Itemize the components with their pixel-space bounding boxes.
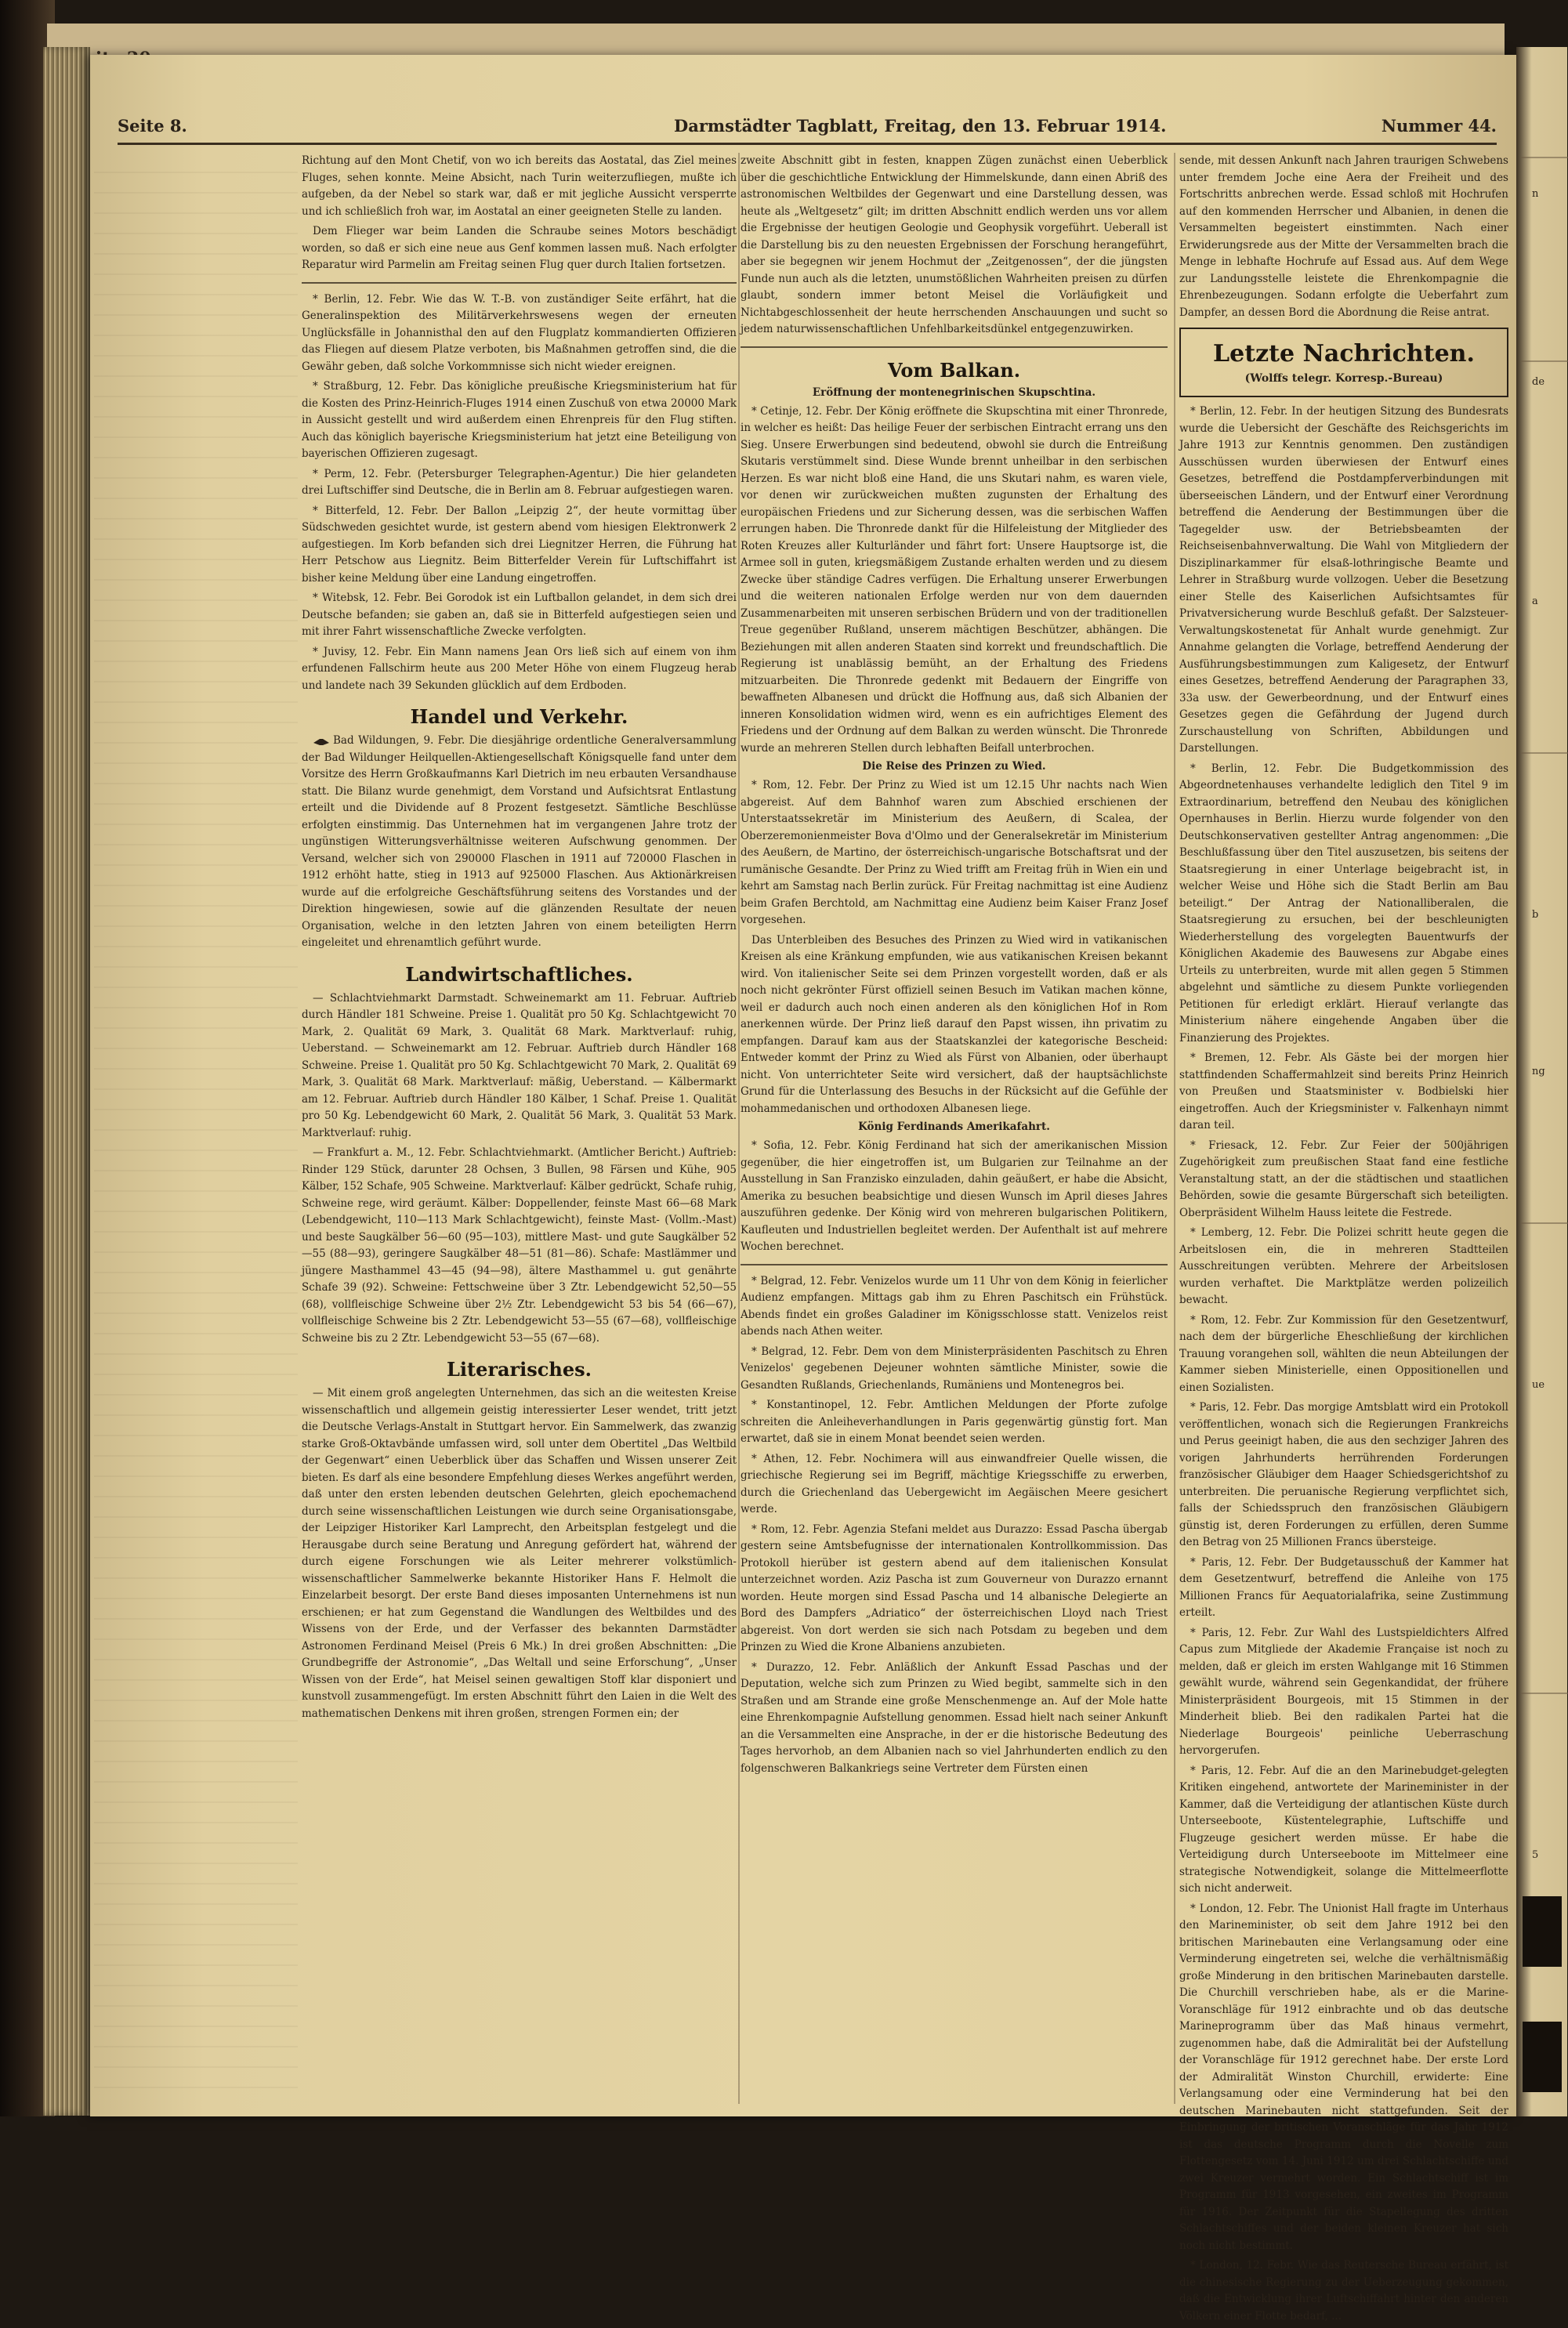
news-item: — Frankfurt a. M., 12. Febr. Schlachtviehmarkt. (Amtlicher Bericht.) Auftrieb: Rinder 129 Stück, darunter 28 Ochsen, 3 Bullen, 98 Färsen und Kühe, 905 Kälber, 152 Schafe, 905 Schweine. Marktverlauf: Kälber gedrückt, Schafe ruhig, Schweine rege, wird geräumt. Kälber: Doppellender, feinste Mast 66—68 Mark (Lebendgewicht, 110—113 Mark Schlachtgewicht), feinste Mast- (Vollm.-Mast) und beste Saugkälber 56—60 (95—103), mittlere Mast- und gute Saugkälber 52—55 (88—93), geringere Saugkälber 48—51 (81—86). Schafe: Mastlämmer und jüngere Masthammel 43—45 (94—98), ältere Masthammel u. gut genährte Schafe 39 (92). Schweine: Fettschweine über 3 Ztr. Lebendgewicht 52,50—55 (68), vollfleischige Schweine über 2½ Ztr. Lebendgewicht 53 bis 54 (66—67), vollfleischige Schweine bis 2 Ztr. Lebendgewicht 53—55 (67—68), vollfleischige Schweine bis zu 2 Ztr. Lebendgewicht 53—55 (67—68). <box>302 1146 737 1345</box>
news-item: * Rom, 12. Febr. Der Prinz zu Wied ist um 12.15 Uhr nachts nach Wien abgereist. Auf dem Bahnhof waren zum Abschied erschienen der Unterstaatssekretär im Ministerium des Aeußern, di Scalea, der Oberzeremonienmeister Bova d'Olmo und der Generalsekretär im Ministerium des Aeußern, de Martino, der österreichisch-ungarische Botschaftsrat und der rumänische Gesandte. Der Prinz zu Wied trifft am Freitag früh in Wien ein und kehrt am Samstag nach Berlin zurück. Für Freitag nachmittag ist eine Audienz beim Grafen Berchtold, am Nachmittag eine Audienz beim Kaiser Franz Josef vorgesehen. <box>741 779 1168 926</box>
article-paragraph: Richtung auf den Mont Chetif, von wo ich bereits das Aostatal, das Ziel meines Fluges, sehen konnte. Meine Absicht, nach Turin weiterzufliegen, mußte ich aufgeben, da der Nebel so stark war, daß er mit jegliche Aussicht versperrte und ich schließlich froh war, im Aostatal an einer geeigneten Stelle zu landen. <box>302 154 737 218</box>
article-paragraph: Dem Flieger war beim Landen die Schraube seines Motors beschädigt worden, so daß er sich eine neue aus Genf kommen lassen muß. Nach erfolgter Reparatur wird Parmelin am Freitag seinen Flug quer durch Italien fortsetzen. <box>302 225 737 271</box>
column-2 <box>741 153 1168 1780</box>
news-item: * London, 12. Febr. Wie das Reutersche Bureau erfährt, ist die chinesische Regierung zu der Ueberzeugung gekommen, daß die Entwicklung ihrer Luftschiffahrt hinter den anderen Völkern einer Flotte bedarf, ... <box>1179 2259 1508 2323</box>
news-item: * Paris, 12. Febr. Auf die an den Marinebudget-gelegten Kritiken eingehend, antwortete der Marineminister in der Kammer, daß die Verteidigung der atlantischen Küste durch Unterseeboote, Küstentelegraphie, Luftschiffe und Flugzeuge gesichert werden müsse. Er habe die Verteidigung durch Unterseeboote im Mittelmeer eine strategische Notwendigkeit, solange die Mittelmeerflotte sich nicht anderweit. <box>1179 1764 1508 1895</box>
separator-rule <box>741 1264 1168 1265</box>
news-item: * Paris, 12. Febr. Das morgige Amtsblatt wird ein Protokoll veröffentlichen, wonach sich die Regierungen Frankreichs und Perus geeinigt haben, die aus den sechziger Jahren des vorigen Jahrhunderts herrührenden Forderungen französischer Gläubiger dem Haager Schiedsgerichtshof zu unterbreiten. Die peruanische Regierung verpflichtet sich, falls der Schiedsspruch den französischen Gläubigern günstig ist, deren Forderungen zu erfüllen, deren Summe den Betrag von 25 Millionen Francs übersteige. <box>1179 1401 1508 1548</box>
subheading-ferdinand: König Ferdinands Amerikafahrt. <box>858 1121 1050 1133</box>
news-item: * Cetinje, 12. Febr. Der König eröffnete die Skupschtina mit einer Thronrede, in welcher es heißt: Das heilige Feuer der serbischen Eintracht errang uns den Sieg. Unsere Erwerbungen sind bedeutend, obwohl sie durch die Entreißung Skutaris verstümmelt sind. Diese Wunde brennt unheilbar in den serbischen Herzen. Es war nicht bloß eine Hand, die uns Skutari nahm, es waren viele, vor denen wir zurückweichen mußten zugunsten der Erhaltung des europäischen Friedens und zur Sicherung dessen, was die serbischen Waffen errungen haben. Die Thronrede dankt für die Hilfeleistung der Mitglieder des Roten Kreuzes aller Kulturländer und fährt fort: Unsere Hauptsorge ist, die Armee soll in guten, kriegsmäßigem Zustande erhalten werden und zu diesem Zwecke über ständige Cadres verfügen. Die Erhaltung unserer Erwerbungen und die weiteren nationalen Erfolge werden nur von dem dauernden Zusammenarbeiten mit unseren serbischen Brüdern und von der traditionellen Treue gegenüber Rußland, unserem mächtigen Beschützer, abhängen. Die Beziehungen mit allen anderen Staaten sind korrekt und freundschaftlich. Die Regierung ist unablässig bemüht, an der Erhaltung des Friedens mitzuarbeiten. Die Thronrede gedenkt mit Bedauern der Eingriffe von bewaffneten Albanesen und drückt die Hoffnung aus, daß sich Albanien der inneren Konsolidation widmen wird, wenn es ein aufrichtiges Element des Friedens und der Ordnung auf dem Balkan zu werden wünscht. Die Thronrede wurde an mehreren Stellen durch lebhaften Beifall unterbrochen. <box>741 404 1168 755</box>
adjacent-page-strip <box>1516 47 1567 2116</box>
column-1 <box>302 153 737 1725</box>
latest-news-box <box>1179 328 1508 397</box>
news-item: * Paris, 12. Febr. Der Budgetausschuß der Kammer hat dem Gesetzentwurf, betreffend die Anleihe von 175 Millionen Francs für Aequatorialafrika, seine Zustimmung erteilt. <box>1179 1555 1508 1619</box>
news-item: * Friesack, 12. Febr. Zur Feier der 500jährigen Zugehörigkeit zum preußischen Staat fand eine festliche Veranstaltung statt, an der die städtischen und staatlichen Behörden, sowie die gesamte Bürgerschaft sich beteiligten. Oberpräsident Wilhelm Hauss leitete die Festrede. <box>1179 1139 1508 1219</box>
strip-text-fragment: ue <box>1532 1379 1545 1391</box>
news-item: * Paris, 12. Febr. Zur Wahl des Lustspieldichters Alfred Capus zum Mitgliede der Akademie Française ist noch zu melden, daß er gleich im ersten Wahlgange mit 16 Stimmen gewählt wurde, während sein Gegenkandidat, der frühere Ministerpräsident Bourgeois, mit 15 Stimmen in der Minderheit blieb. Bei den radikalen Partei hat die Niederlage Bourgeois' peinliche Ueberraschung hervorgerufen. <box>1179 1626 1508 1757</box>
section-heading-handel: Handel und Verkehr. <box>410 705 628 728</box>
news-item: * Athen, 12. Febr. Nochimera will aus einwandfreier Quelle wissen, die griechische Regierung sei im Begriff, mächtige Kriegsschiffe zu erwerben, durch die Griechenland das Uebergewicht im Aegäischen Meere gesichert werde. <box>741 1452 1168 1515</box>
column-divider <box>738 153 740 2104</box>
news-item: * Bremen, 12. Febr. Als Gäste bei der morgen hier stattfindenden Schaffermahlzeit sind bereits Prinz Heinrich von Preußen und Staatsminister v. Bodbielski hier eingetroffen. Auch der Kriegsminister v. Falkenhayn nimmt daran teil. <box>1179 1052 1508 1131</box>
strip-text-fragment: b <box>1532 909 1539 921</box>
separator-rule <box>741 346 1168 348</box>
dark-ad-block <box>1523 1896 1562 1967</box>
subheading-skupschtina: Eröffnung der montenegrinischen Skupschtina. <box>812 386 1096 399</box>
news-item: * London, 12. Febr. The Unionist Hall fragte im Unterhaus den Marineminister, ob seit dem Jahre 1912 bei den britischen Marinebauten eine Verlangsamung oder eine Verminderung eingetreten sei, welche die verhältnismäßig große Minderung in den britischen Marinebauten darstelle. Die Churchill verschrieben habe, als er die Marine-Voranschläge für 1912 einbrachte und ob das deutsche Marineprogramm über das Maß hinaus vermehrt, zugenommen habe, daß die Admiralität bei der Aufstellung der Voranschläge für 1912 gerechnet habe. Der erste Lord der Admiralität Winston Churchill, erwiderte: Eine Verlangsamung oder eine Verminderung hat bei den deutschen Marinebauten nicht stattgefunden. Seit der Einbringung der britischen Voranschläge für das Jahr 1912 ist das deutsche Programm durch die Novelle zum Flottengesetz vom 14. Juni 1912 um drei Schlachtschiffe und zwei Kreuzer vermehrt worden. Ein Schlachtschiff ist im Programm für 1913 vorgesehen, ein zweites im Programm für 1916. Der Zeitpunkt für die Stapellegung des dritten Schlachtschiffes und der beiden kleinen Kreuzer hat sich noch nicht bestimmt. <box>1179 1902 1508 2252</box>
wolff-bureau-credit: (Wolffs telegr. Korresp.-Bureau) <box>1244 372 1443 385</box>
article-paragraph: zweite Abschnitt gibt in festen, knappen Zügen zunächst einen Ueberblick über die geschichtliche Entwicklung der Himmelskunde, dann einen Abriß des astronomischen Weltbildes der Gegenwart und eine Darstellung dessen, was heute als „Weltgesetz“ gilt; im dritten Abschnitt endlich werden uns vor allem die Ergebnisse der heutigen Geologie und Geophysik vorgeführt. Ueberall ist die Darstellung bis zu den neuesten Ergebnissen der Forschung herangeführt, aber sie begegnen wir jenem Hochmut der „Zeitgenossen“, der die jüngsten Funde nun auch als die letzten, unumstößlichen Wahrheiten preisen zu dürfen glaubt, sondern immer betont Meisel die Vorläufigkeit und Nichtabgeschlossenheit der heute herrschenden Anschauungen und sucht so jedem naturwissenschaftlichen Unfehlbarkeitsdünkel entgegenzuwirken. <box>741 154 1168 335</box>
news-item: * Witebsk, 12. Febr. Bei Gorodok ist ein Luftballon gelandet, in dem sich drei Deutsche befanden; sie gaben an, daß sie in Bitterfeld aufgestiegen seien und mit ihrer Fahrt wissenschaftliche Zwecke verfolgten. <box>302 592 737 638</box>
column-3 <box>1179 153 1508 2328</box>
article-paragraph: sende, mit dessen Ankunft nach Jahren traurigen Schwebens unter fremdem Joche eine Aera der Freiheit und des Fortschritts anbrechen werde. Essad schloß mit Hochrufen auf den kommenden Herrscher und Albanien, in denen die Versammelten begeistert einstimmten. Nach einer Erwiderungsrede aus der Mitte der Versammelten brach die Menge in lebhafte Hochrufe auf Essad aus. Auf dem Wege zur Landungsstelle leistete die Ehrenkompagnie die Ehrenbezeugungen. Sodann erfolgte die Ueberfahrt zum Dampfer, an dessen Bord die Abordnung die Reise antrat. <box>1179 154 1508 319</box>
news-item: * Straßburg, 12. Febr. Das königliche preußische Kriegsministerium hat für die Kosten des Prinz-Heinrich-Fluges 1914 einen Zuschuß von etwa 20000 Mark in Aussicht gestellt und wird außerdem einen Ehrenpreis für den Flug stiften. Auch das königlich bayerische Kriegsministerium hat jetzt eine Beteiligung von bayerischen Offizieren zugesagt. <box>302 380 737 460</box>
masthead-rule <box>118 143 1497 145</box>
subheading-prinz-wied: Die Reise des Prinzen zu Wied. <box>862 760 1046 773</box>
news-item: * Rom, 12. Febr. Zur Kommission für den Gesetzentwurf, nach dem der bürgerliche Eheschließung der kirchlichen Trauung vorangehen soll, wählten die neun Abteilungen der Kammer sieben Ministerielle, einen Oppositionellen und einen Sozialisten. <box>1179 1313 1508 1394</box>
left-page-margin <box>94 153 298 2096</box>
news-item: * Berlin, 12. Febr. Die Budgetkommission des Abgeordnetenhauses verhandelte lediglich den Titel 9 im Extraordinarium, betreffend den Neubau des königlichen Opernhauses in Berlin. Hierzu wurde folgender von den Deutschkonservativen gestellter Antrag angenommen: „Die Beschlußfassung über den Titel auszusetzen, bis seitens der Staatsregierung in einer Unterlage beigebracht ist, in welcher Weise und Höhe sich die Stadt Berlin am Bau beteiligt.“ Der Antrag der Nationalliberalen, die Staatsregierung zu ersuchen, bei der beschleunigten Wiederherstellung des vorgelegten Bauentwurfs der Königlichen Akademie des Bauwesens zur Abgabe eines Urteils zu unterbreiten, wurde mit allen gegen 5 Stimmen abgelehnt und sämtliche zu diesem Punkte vorliegenden Petitionen für erledigt erklärt. Hierauf verlangte das Ministerium nähere eingehende Angaben über die Finanzierung des Projektes. <box>1179 762 1508 1045</box>
hand-pointer-icon <box>313 736 330 747</box>
section-heading-landwirtschaft: Landwirtschaftliches. <box>405 962 633 986</box>
newspaper-title-line: Darmstädter Tagblatt, Freitag, den 13. Februar 1914. <box>674 116 1167 136</box>
news-item: — Mit einem groß angelegten Unternehmen, das sich an die weitesten Kreise wissenschaftlich und allgemein geistig interessierter Leser wendet, tritt jetzt die Deutsche Verlags-Anstalt in Stuttgart hervor. Ein Sammelwerk, das zwanzig starke Groß-Oktavbände umfassen wird, soll unter dem Obertitel „Das Weltbild der Gegenwart“ einen Ueberblick über das Schaffen und Wissen unserer Zeit bieten. Es darf als eine besondere Empfehlung dieses Werkes angeführt werden, daß unter den ersten lebenden deutschen Gelehrten, gleich epochemachend durch seine wissenschaftlichen Leistungen wie durch seine Organisationsgabe, der Leipziger Historiker Karl Lamprecht, den Arbeitsplan festgelegt und die Herausgabe durch seine Beratung und Anregung gefördert hat, während der durch eigene Forschungen wie als Leiter mehrerer volkstümlich-wissenschaftlicher Sammelwerke bekannte Historiker Hans F. Helmolt die Einzelarbeit besorgt. Der erste Band dieses imposanten Unternehmens ist nun erschienen; er hat zum Gegenstand die Wandlungen des Weltbildes und des Wissens von der Erde, und der Verfasser des bekannten Darmstädter Astronomen Ferdinand Meisel (Preis 6 Mk.) In drei großen Abschnitten: „Die Grundbegriffe der Astronomie“, „Das Weltall und seine Erforschung“, „Unser Wissen von der Erde“, hat Meisel seinen gewaltigen Stoff klar disponiert und kunstvoll zusammengefügt. Im ersten Abschnitt führt den Laien in die Welt des mathematischen Denkens mit ihren großen, strengen Formen ein; der <box>302 1387 737 1720</box>
news-item: * Rom, 12. Febr. Agenzia Stefani meldet aus Durazzo: Essad Pascha übergab gestern seine Amtsbefugnisse der internationalen Kontrollkommission. Das Protokoll hierüber ist gestern abend auf dem italienischen Konsulat unterzeichnet worden. Aziz Pascha ist zum Gouverneur von Durazzo ernannt worden. Heute morgen sind Essad Pascha und 14 albanische Delegierte an Bord des Dampfers „Adriatico“ der österreichischen Lloyd nach Triest abgereist. Von dort werden sie sich nach Potsdam zu begeben und dem Prinzen zu Wied die Krone Albaniens anzubieten. <box>741 1522 1168 1653</box>
news-item: * Berlin, 12. Febr. In der heutigen Sitzung des Bundesrats wurde die Uebersicht der Geschäfte des Reichsgerichts im Jahre 1913 zur Kenntnis genommen. Den zuständigen Ausschüssen wurden überwiesen der Entwurf eines Gesetzes, betreffend die Postdampferverbindungen mit überseeischen Ländern, und der Entwurf einer Verordnung betreffend die Aenderung der Bestimmungen über die Tagegelder usw. der Betriebsbeamten der Reichseisenbahnverwaltung. Die Wahl von Mitgliedern der Disziplinarkammer für elsaß-lothringische Beamte und Lehrer in Straßburg wurde vollzogen. Ueber die Besetzung einer Stelle des Kaiserlichen Aufsichtsamtes für Privatversicherung wurde Beschluß gefaßt. Der Salzsteuer-Verwaltungskostenetat für Anhalt wurde genehmigt. Zur Annahme gelangten die Vorlage, betreffend Aenderung der Ausführungsbestimmungen zum Kaligesetz, der Entwurf eines Gesetzes, betreffend Aenderung der Paragraphen 33, 33a usw. der Gewerbeordnung, und der Entwurf eines Gesetzes gegen die Gefährdung der Jugend durch Zurschaustellung von Schriften, Abbildungen und Darstellungen. <box>1179 405 1508 755</box>
strip-text-fragment: ng <box>1532 1066 1545 1077</box>
section-heading-balkan: Vom Balkan. <box>887 358 1021 382</box>
news-item: * Belgrad, 12. Febr. Venizelos wurde um 11 Uhr von dem König in feierlicher Audienz empfangen. Mittags gab ihm zu Ehren Paschitsch ein Frühstück. Abends findet ein großes Galadiner im Königsschlosse statt. Venizelos reist abends nach Athen weiter. <box>741 1274 1168 1338</box>
news-item: — Schlachtviehmarkt Darmstadt. Schweinemarkt am 11. Februar. Auftrieb durch Händler 181 Schweine. Preise 1. Qualität pro 50 Kg. Schlachtgewicht 70 Mark, 2. Qualität 69 Mark, 3. Qualität 68 Mark. Marktverlauf: ruhig, Ueberstand. — Schweinemarkt am 12. Februar. Auftrieb durch Händler 168 Schweine. Preise 1. Qualität pro 50 Kg. Schlachtgewicht 70 Mark, 2. Qualität 69 Mark, 3. Qualität 68 Mark. Marktverlauf: mäßig, Ueberstand. — Kälbermarkt am 12. Februar. Auftrieb durch Händler 180 Kälber, 1 Schaf. Preise 1. Qualität pro 50 Kg. Lebendgewicht 60 Mark, 2. Qualität 56 Mark, 3. Qualität 53 Mark. Marktverlauf: ruhig. <box>302 991 737 1139</box>
column-divider <box>1174 153 1175 2104</box>
news-item: * Belgrad, 12. Febr. Dem von dem Ministerpräsidenten Paschitsch zu Ehren Venizelos' gegebenen Dejeuner wohnten sämtliche Minister, sowie die Gesandten Rußlands, Griechenlands, Rumäniens und Montenegros bei. <box>741 1345 1168 1392</box>
section-heading-literarisches: Literarisches. <box>446 1358 592 1381</box>
news-item: * Juvisy, 12. Febr. Ein Mann namens Jean Ors ließ sich auf einem von ihm erfundenen Fallschirm heute aus 200 Meter Höhe von einem Flugzeug herab und landete nach 39 Sekunden glücklich auf dem Erdboden. <box>302 645 737 692</box>
news-item: * Durazzo, 12. Febr. Anläßlich der Ankunft Essad Paschas und der Deputation, welche sich zum Prinzen zu Wied begibt, sammelte sich in den Straßen und am Strande eine große Menschenmenge an. Auf der Mole hatte eine Ehrenkompagnie Aufstellung genommen. Essad hielt nach seiner Ankunft an die Versammelten eine Ansprache, in der er die historische Bedeutung des Tages hervorhob, an dem Albanien nach so viel Jahrhunderten endlich zu den folgenschweren Balkankriegs seine Vertreter dem Fürsten einen <box>741 1660 1168 1775</box>
strip-text-fragment: de <box>1532 376 1545 388</box>
page-stack-edge <box>43 47 90 2116</box>
section-heading-letzte-nachrichten: Letzte Nachrichten. <box>1213 340 1475 367</box>
issue-number: Nummer 44. <box>1381 116 1497 136</box>
strip-text-fragment: n <box>1532 188 1539 200</box>
news-item: * Berlin, 12. Febr. Wie das W. T.-B. von zuständiger Seite erfährt, hat die Generalinspektion des Militärverkehrswesens wegen der erneuten Unglücksfälle in Johannisthal den auf den Flugplatz kommandierten Offizieren das Fliegen auf diesem Platze verboten, bis Maßnahmen getroffen sind, die die Gewähr geben, daß solche Vorkommnisse sich nicht wieder ereignen. <box>302 292 737 373</box>
news-item: * Sofia, 12. Febr. König Ferdinand hat sich der amerikanischen Mission gegenüber, die hier eingetroffen ist, um Bulgarien zur Teilnahme an der Ausstellung in San Franzisko einzuladen, dahin geäußert, er habe die Absicht, Amerika zu besuchen beabsichtige und diesen Wunsch im April dieses Jahres auszuführen gedenke. Der König wird von mehreren bulgarischen Politikern, Kaufleuten und Industriellen begleitet werden. Der Aufenthalt ist auf mehrere Wochen berechnet. <box>741 1139 1168 1253</box>
news-item-text: Bad Wildungen, 9. Febr. Die diesjährige ordentliche Generalversammlung der Bad Wildunger Heilquellen-Aktiengesellschaft Königsquelle fand unter dem Vorsitze des Herrn Großkaufmanns Karl Dietrich im neu erbauten Versandhause statt. Die Bilanz wurde genehmigt, dem Vorstand und Aufsichtsrat Entlastung erteilt und die Dividende auf 8 Prozent festgesetzt. Sämtliche Beschlüsse erfolgten einstimmig. Das Unternehmen hat im vergangenen Jahre trotz der ungünstigen Witterungsverhältnisse weiteren Aufschwung genommen. Der Versand, welcher sich von 290000 Flaschen in 1911 auf 720000 Flaschen in 1912 erhöht hatte, stieg in 1913 auf 925000 Flaschen. Aus Aktionärkreisen wurde auf die erfolgreiche Geschäftsführung seitens des Vorstandes und der Direktion hingewiesen, sowie auf die glänzenden Resultate der neuen Organisation, welche in den letzten Jahren von einem beteiligten Herrn eingeleitet und ehrenamtlich geführt wurde. <box>302 734 737 949</box>
masthead <box>118 116 1497 144</box>
news-item: * Konstantinopel, 12. Febr. Amtlichen Meldungen der Pforte zufolge schreiten die Anleiheverhandlungen in Paris gegenwärtig günstig fort. Man erwartet, daß sie in einem Monat beendet seien werden. <box>741 1399 1168 1445</box>
separator-rule <box>302 282 737 284</box>
news-item: Das Unterbleiben des Besuches des Prinzen zu Wied wird in vatikanischen Kreisen als eine Kränkung empfunden, wie aus vatikanischen Kreisen bekannt wird. Von italienischer Seite sei dem Prinzen vorgestellt worden, daß er als noch nicht gekrönter Fürst offiziell seinen Besuch im Vatikan machen könne, weil er dadurch auch noch einen anderen als den königlichen Hof in Rom anerkennen würde. Der Prinz ließ darauf den Papst wissen, ihn privatim zu empfangen. Darauf kam aus der Staatskanzlei der kategorische Bescheid: Entweder kommt der Prinz zu Wied als Fürst von Albanien, oder überhaupt nicht. Von unterrichteter Seite wird versichert, daß der hauptsächlichste Grund für die Unterlassung des Besuchs in der Rücksicht auf die Gefühle der mohammedanischen und orthodoxen Albanesen liege. <box>741 933 1168 1115</box>
news-item: * Bitterfeld, 12. Febr. Der Ballon „Leipzig 2“, der heute vormittag über Südschweden gesichtet wurde, ist gestern abend vom hiesigen Elektronwerk 2 aufgestiegen. Im Korb befanden sich drei Liegnitzer Herren, die Führung hat Herr Petschow aus Liegnitz. Beim Bitterfelder Verein für Luftschiffahrt ist bisher keine Meldung über eine Landung eingetroffen. <box>302 504 737 585</box>
news-item: * Perm, 12. Febr. (Petersburger Telegraphen-Agentur.) Die hier gelandeten drei Luftschiffer sind Deutsche, die in Berlin am 8. Februar aufgestiegen waren. <box>302 467 737 497</box>
news-item <box>302 733 737 952</box>
strip-text-fragment: a <box>1532 596 1538 607</box>
page-number: Seite 8. <box>118 116 187 136</box>
strip-text-fragment: 5 <box>1532 1849 1539 1861</box>
news-item: * Lemberg, 12. Febr. Die Polizei schritt heute gegen die Arbeitslosen ein, die in mehreren Stadtteilen Ausschreitungen verübten. Mehrere der Arbeitslosen wurden verhaftet. Die Marktplätze werden polizeilich bewacht. <box>1179 1226 1508 1306</box>
dark-ad-block <box>1523 2022 1562 2092</box>
